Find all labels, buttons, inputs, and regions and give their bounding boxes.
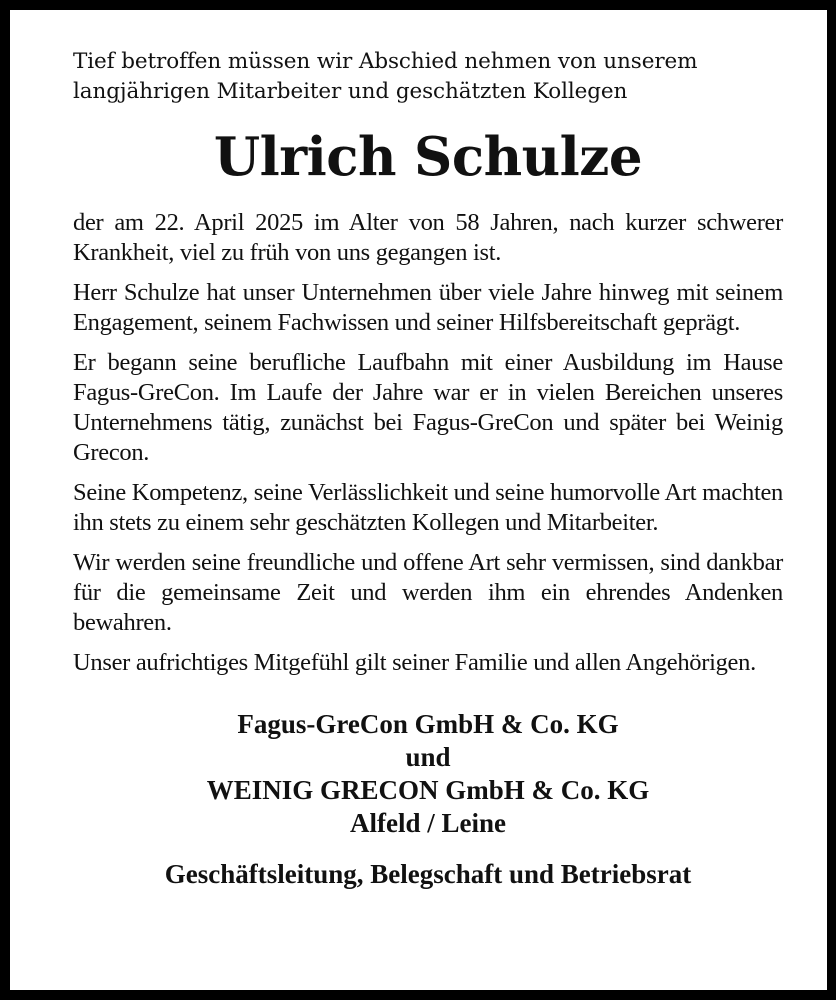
location: Alfeld / Leine: [350, 808, 506, 838]
deceased-name: Ulrich Schulze: [213, 126, 643, 188]
paragraph: Unser aufrichtiges Mitgefühl gilt seiner Familie und allen Angehörigen.: [73, 649, 756, 676]
signature-block: [73, 708, 783, 840]
paragraph: Herr Schulze hat unser Unternehmen über viele Jahre hinweg mit seinem Engagement, seinem Fachwissen und seiner Hilfsbereitschaft geprägt.: [73, 279, 783, 336]
paragraph: Er begann seine berufliche Laufbahn mit einer Ausbildung im Hause Fagus-GreCon. Im Laufe der Jahre war er in vielen Bereichen unseres Unternehmens tätig, zunächst bei Fagus-GreCon und später bei Weinig Grecon.: [73, 349, 783, 466]
paragraph: Wir werden seine freundliche und offene Art sehr vermissen, sind dankbar für die gemeinsame Zeit und werden ihm ein ehrendes Andenken bewahren.: [73, 549, 783, 636]
intro-text: Tief betroffen müssen wir Abschied nehmen von unserem langjährigen Mitarbeiter und geschätzten Kollegen: [73, 49, 698, 104]
conjunction: und: [405, 742, 451, 772]
paragraph: der am 22. April 2025 im Alter von 58 Jahren, nach kurzer schwerer Krankheit, viel zu früh von uns gegangen ist.: [73, 209, 783, 266]
paragraph: Seine Kompetenz, seine Verlässlichkeit und seine humorvolle Art machten ihn stets zu einem sehr geschätzten Kollegen und Mitarbeiter.: [73, 479, 783, 536]
company-name-1: Fagus-GreCon GmbH & Co. KG: [237, 709, 619, 739]
company-name-2: WEINIG GRECON GmbH & Co. KG: [206, 775, 650, 805]
signatory-groups: Geschäftsleitung, Belegschaft und Betriebsrat: [164, 859, 692, 889]
obituary-content: [73, 47, 783, 891]
